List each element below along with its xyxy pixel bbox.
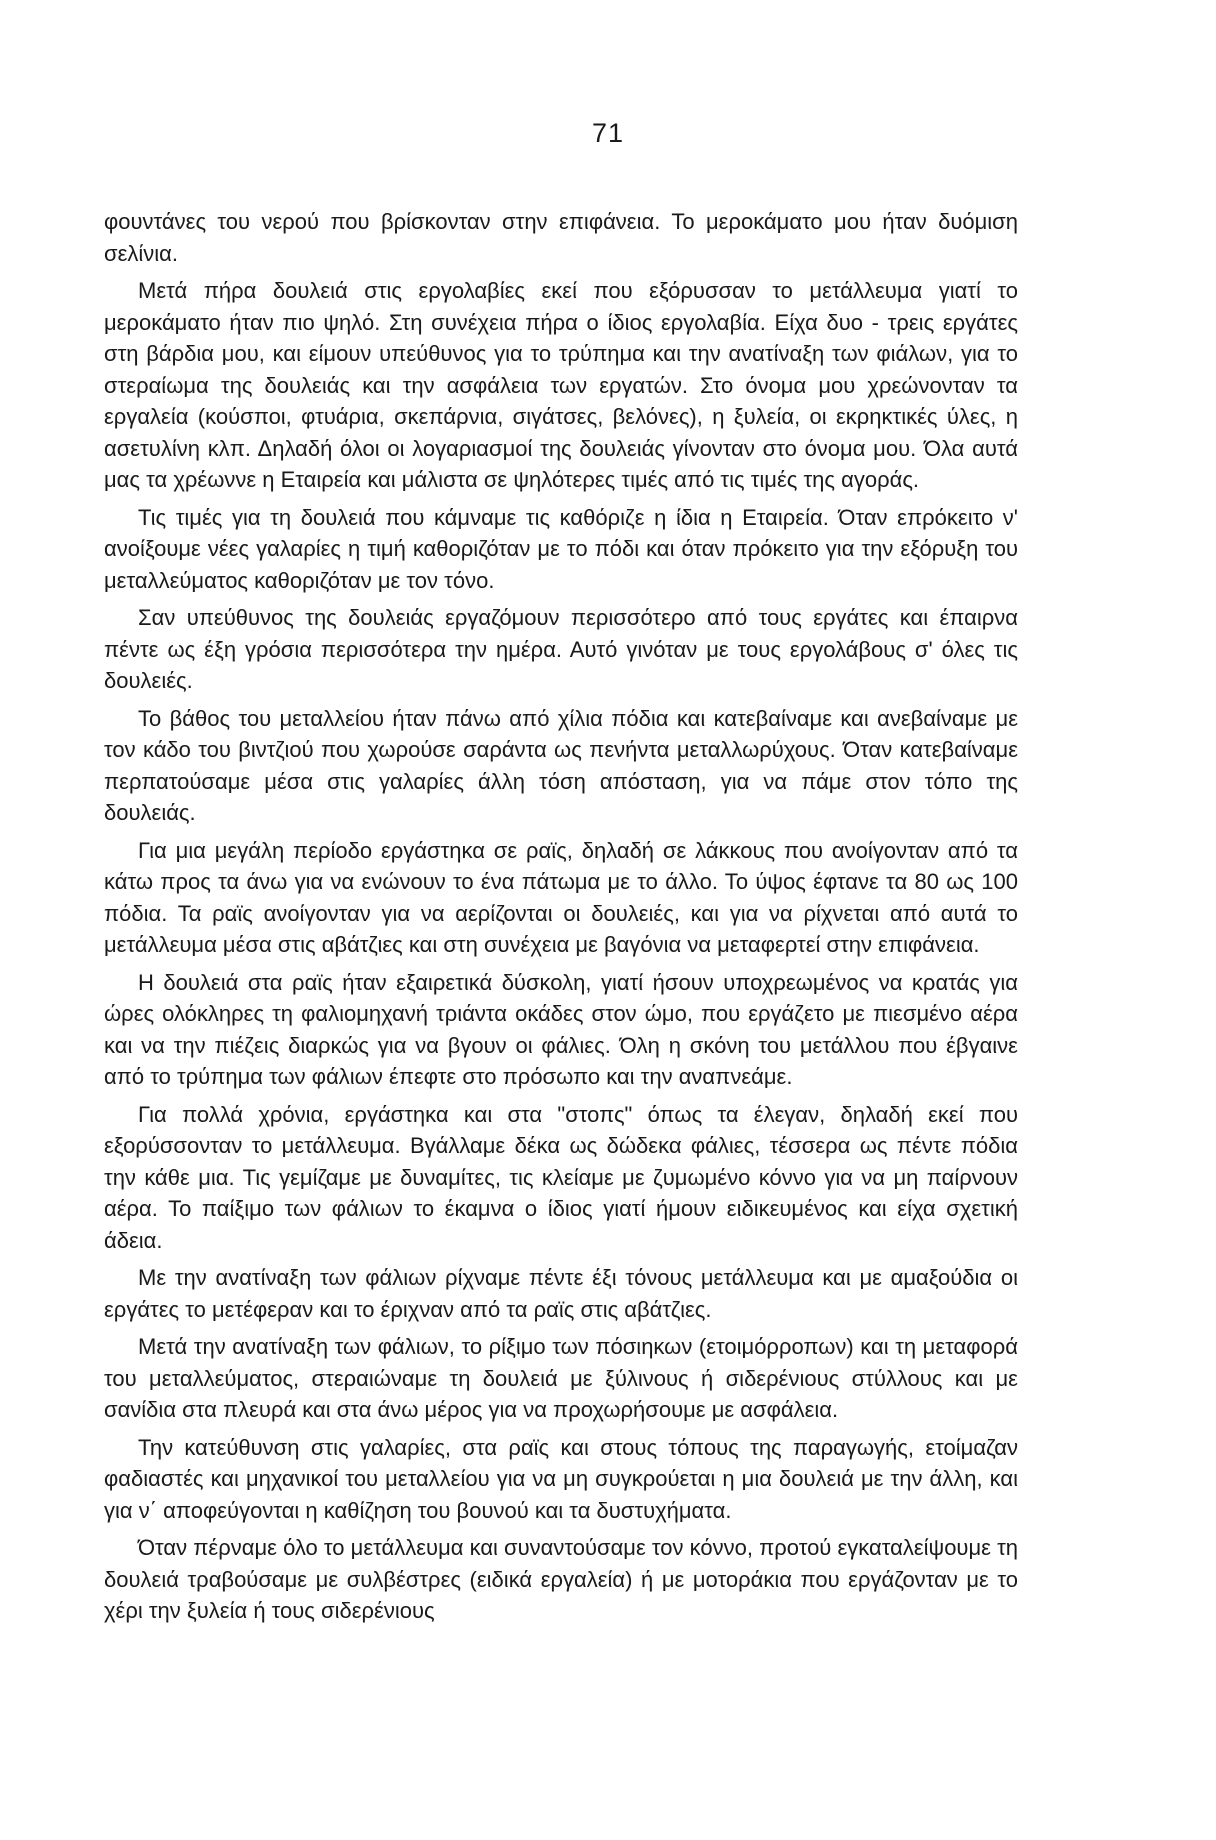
- body-text: [104, 206, 1018, 1633]
- paragraph: Σαν υπεύθυνος της δουλειάς εργαζόμουν περισσότερο από τους εργάτες και έπαιρνα πέντε ως έξη γρόσια περισσότερα την ημέρα. Αυτό γινόταν με τους εργολάβους σ' όλες τις δουλειές.: [104, 605, 1018, 693]
- paragraph: Με την ανατίναξη των φάλιων ρίχναμε πέντε έξι τόνους μετάλλευμα και με αμαξούδια οι εργάτες το μετέφεραν και το έριχναν από τα ραϊς στις αβάτζιες.: [104, 1265, 1018, 1322]
- paragraph: Μετά την ανατίναξη των φάλιων, το ρίξιμο των πόσιηκων (ετοιμόρροπων) και τη μεταφορά του μεταλλεύματος, στεραιώναμε τη δουλειά με ξύλινους ή σιδερένιους στύλλους και με σανίδια στα πλευρά και στα άνω μέρος για να προχωρήσουμε με ασφάλεια.: [104, 1334, 1018, 1422]
- paragraph: Μετά πήρα δουλειά στις εργολαβίες εκεί που εξόρυσσαν το μετάλλευμα γιατί το μεροκάματο ήταν πιο ψηλό. Στη συνέχεια πήρα ο ίδιος εργολαβία. Είχα δυο - τρεις εργάτες στη βάρδια μου, και είμουν υπεύθυνος για το τρύπημα και την ανατίναξη των φιάλων, για το στεραίωμα της δουλειάς και την ασφάλεια των εργατών. Στο όνομα μου χρεώνονταν τα εργαλεία (κούσποι, φτυάρια, σκεπάρνια, σιγάτσες, βελόνες), η ξυλεία, οι εκρηκτικές ύλες, η ασετυλίνη κλπ. Δηλαδή όλοι οι λογαριασμοί της δουλειάς γίνονταν στο όνομα μου. Όλα αυτά μας τα χρέωννε η Εταιρεία και μάλιστα σε ψηλότερες τιμές από τις τιμές της αγοράς.: [104, 278, 1018, 492]
- page-number: 71: [591, 118, 625, 148]
- paragraph: Τις τιμές για τη δουλειά που κάμναμε τις καθόριζε η ίδια η Εταιρεία. Όταν επρόκειτο ν' ανοίξουμε νέες γαλαρίες η τιμή καθοριζόταν με το πόδι και όταν πρόκειτο για την εξόρυξη του μεταλλεύματος καθοριζόταν με τον τόνο.: [104, 504, 1018, 593]
- paragraph: Την κατεύθυνση στις γαλαρίες, στα ραϊς και στους τόπους της παραγωγής, ετοίμαζαν φαδιαστές και μηχανικοί του μεταλλείου για να μη συγκρούεται η μια δουλειά με την άλλη, και για ν΄ αποφεύγονται η καθίζηση του βουνού και τα δυστυχήματα.: [104, 1434, 1018, 1523]
- paragraph: φουντάνες του νερού που βρίσκονταν στην επιφάνεια. Το μεροκάματο μου ήταν δυόμιση σελίνια.: [104, 209, 1018, 266]
- paragraph: Όταν πέρναμε όλο το μετάλλευμα και συναντούσαμε τον κόννο, προτού εγκαταλείψουμε τη δουλειά τραβούσαμε με συλβέστρες (ειδικά εργαλεία) ή με μοτοράκια που εργάζονταν με το χέρι την ξυλεία ή τους σιδερένιους: [104, 1535, 1018, 1623]
- paragraph: Για μια μεγάλη περίοδο εργάστηκα σε ραϊς, δηλαδή σε λάκκους που ανοίγονταν από τα κάτω προς τα άνω για να ενώνουν το ένα πάτωμα με το άλλο. Το ύψος έφτανε τα 80 ως 100 πόδια. Τα ραϊς ανοίγονταν για να αερίζονται οι δουλειές, και για να ρίχνεται από αυτά το μετάλλευμα μέσα στις αβάτζιες και στη συνέχεια με βαγόνια να μεταφερτεί στην επιφάνεια.: [104, 837, 1018, 957]
- paragraph: Η δουλειά στα ραϊς ήταν εξαιρετικά δύσκολη, γιατί ήσουν υποχρεωμένος να κρατάς για ώρες ολόκληρες τη φαλιομηχανή τριάντα οκάδες στον ώμο, που εργάζετο με πιεσμένο αέρα και να την πιέζεις διαρκώς για να βγουν οι φάλιες. Όλη η σκόνη του μετάλλου που έβγαινε από το τρύπημα των φάλιων έπεφτε στο πρόσωπο και την αναπνεάμε.: [104, 969, 1018, 1089]
- paragraph: Για πολλά χρόνια, εργάστηκα και στα "στοπς" όπως τα έλεγαν, δηλαδή εκεί που εξορύσσονταν το μετάλλευμα. Βγάλλαμε δέκα ως δώδεκα φάλιες, τέσσερα ως πέντε πόδια την κάθε μια. Τις γεμίζαμε με δυναμίτες, τις κλείαμε με ζυμωμένο κόννο για να μη παίρνουν αέρα. Το παίξιμο των φάλιων το έκαμνα ο ίδιος γιατί ήμουν ειδικευμένος και είχα σχετική άδεια.: [104, 1101, 1018, 1253]
- paragraph: Το βάθος του μεταλλείου ήταν πάνω από χίλια πόδια και κατεβαίναμε και ανεβαίναμε με τον κάδο του βιντζιού που χωρούσε σαράντα ως πενήντα μεταλλωρύχους. Όταν κατεβαίναμε περπατούσαμε μέσα στις γαλαρίες άλλη τόση απόσταση, για να πάμε στον τόπο της δουλειάς.: [104, 705, 1018, 825]
